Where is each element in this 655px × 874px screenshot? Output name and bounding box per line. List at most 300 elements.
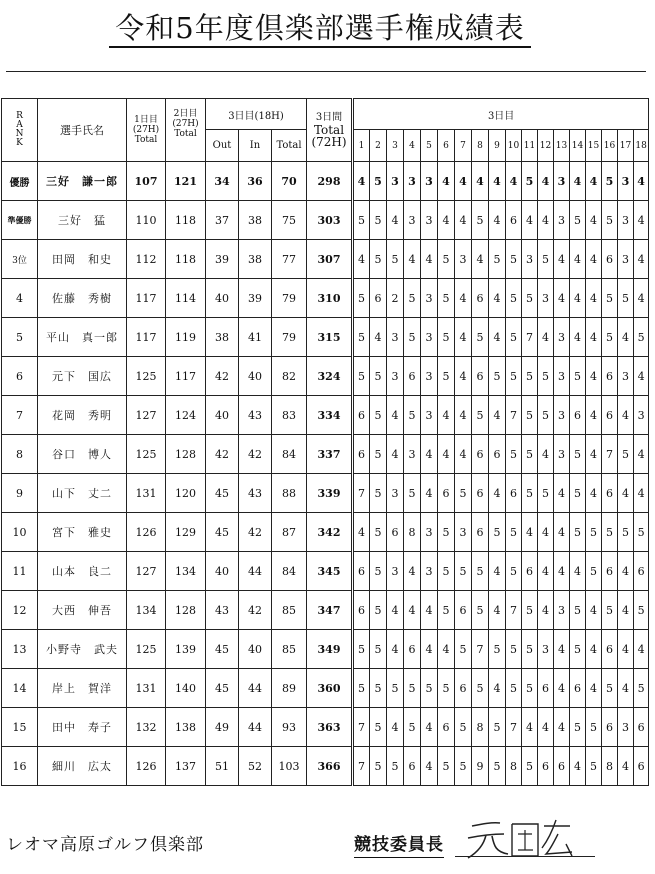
hole-score: 6: [404, 747, 421, 786]
rank-cell: 11: [2, 552, 38, 591]
hole-score: 4: [353, 162, 370, 201]
hole-score: 4: [538, 591, 554, 630]
rank-cell: 7: [2, 396, 38, 435]
three-day-total: 347: [307, 591, 353, 630]
hole-score: 6: [602, 474, 618, 513]
hole-score: 5: [506, 513, 522, 552]
hole-score: 5: [570, 513, 586, 552]
hole-score: 5: [370, 396, 387, 435]
hole-score: 4: [421, 240, 438, 279]
day3-total: 70: [272, 162, 307, 201]
hole-score: 5: [438, 513, 455, 552]
day2-header-line1: 2日目: [173, 109, 198, 119]
hole-score: 5: [370, 474, 387, 513]
hole-score: 5: [506, 357, 522, 396]
table-row: [2, 708, 649, 747]
hole-score: 3: [554, 435, 570, 474]
hole-score: 6: [634, 552, 649, 591]
hole-score: 4: [538, 162, 554, 201]
hole-score: 3: [634, 396, 649, 435]
hole-score: 4: [387, 708, 404, 747]
hole-header: 6: [438, 130, 455, 162]
hole-score: 4: [421, 708, 438, 747]
hole-score: 4: [634, 357, 649, 396]
hole-score: 4: [489, 474, 506, 513]
day2-total: 120: [166, 474, 206, 513]
hole-score: 5: [522, 747, 538, 786]
hole-score: 5: [438, 240, 455, 279]
hole-score: 5: [404, 396, 421, 435]
rank-cell: 9: [2, 474, 38, 513]
hole-score: 5: [570, 474, 586, 513]
results-table: [1, 98, 649, 786]
day2-total: 118: [166, 201, 206, 240]
hole-score: 4: [554, 474, 570, 513]
hole-score: 6: [602, 240, 618, 279]
hole-score: 4: [586, 318, 602, 357]
hole-score: 4: [586, 474, 602, 513]
hole-score: 4: [438, 162, 455, 201]
hole-score: 6: [387, 513, 404, 552]
day1-header-line3: Total: [134, 135, 158, 145]
hole-score: 4: [455, 201, 472, 240]
hole-score: 5: [489, 747, 506, 786]
day2-total: 128: [166, 435, 206, 474]
hole-score: 4: [489, 591, 506, 630]
day3-total: 93: [272, 708, 307, 747]
rank-cell: 13: [2, 630, 38, 669]
hole-score: 5: [455, 747, 472, 786]
rank-cell: 優勝: [2, 162, 38, 201]
hole-score: 5: [522, 669, 538, 708]
hole-header: 17: [618, 130, 634, 162]
hole-score: 5: [570, 591, 586, 630]
day3-out: 40: [206, 396, 239, 435]
hole-score: 4: [538, 513, 554, 552]
hole-header: 10: [506, 130, 522, 162]
chair-signature: [462, 812, 582, 862]
hole-score: 4: [404, 552, 421, 591]
table-row: [2, 513, 649, 552]
hole-score: 3: [554, 162, 570, 201]
hole-score: 6: [438, 474, 455, 513]
rank-cell: 準優勝: [2, 201, 38, 240]
hole-score: 4: [506, 162, 522, 201]
hole-score: 3: [538, 630, 554, 669]
table-row: [2, 162, 649, 201]
hole-score: 5: [353, 279, 370, 318]
hole-score: 5: [522, 591, 538, 630]
hole-score: 5: [506, 552, 522, 591]
hole-score: 4: [370, 318, 387, 357]
day2-total: 140: [166, 669, 206, 708]
three-day-total: 307: [307, 240, 353, 279]
player-name: 細川 広太: [38, 747, 127, 786]
hole-score: 3: [618, 162, 634, 201]
hole-score: 3: [421, 318, 438, 357]
hole-score: 6: [506, 201, 522, 240]
hole-score: 5: [538, 474, 554, 513]
hole-header: 2: [370, 130, 387, 162]
hole-header: 14: [570, 130, 586, 162]
hole-score: 4: [586, 201, 602, 240]
day2-total: 119: [166, 318, 206, 357]
table-row: [2, 435, 649, 474]
day2-total: 129: [166, 513, 206, 552]
name-header: 選手氏名: [38, 99, 127, 162]
day3-in: 52: [239, 747, 272, 786]
table-row: [2, 396, 649, 435]
in-header: In: [239, 130, 272, 162]
three-day-total: 345: [307, 552, 353, 591]
hole-score: 4: [438, 396, 455, 435]
hole-score: 4: [455, 435, 472, 474]
three-day-total: 315: [307, 318, 353, 357]
hole-score: 3: [387, 474, 404, 513]
hole-score: 5: [522, 279, 538, 318]
hole-score: 3: [404, 435, 421, 474]
hole-score: 4: [618, 591, 634, 630]
hole-score: 4: [387, 201, 404, 240]
hole-score: 5: [370, 201, 387, 240]
total-header: Total: [272, 130, 307, 162]
day3-in: 38: [239, 240, 272, 279]
hole-score: 4: [387, 396, 404, 435]
hole-score: 5: [472, 591, 489, 630]
hole-score: 6: [404, 630, 421, 669]
hole-score: 5: [602, 279, 618, 318]
day2-header-line2: (27H): [172, 119, 199, 129]
hole-score: 5: [522, 396, 538, 435]
rank-cell: 8: [2, 435, 38, 474]
hole-header: 3: [387, 130, 404, 162]
hole-score: 4: [472, 240, 489, 279]
day1-total: 125: [127, 630, 166, 669]
hole-score: 4: [634, 279, 649, 318]
day2-total: 128: [166, 591, 206, 630]
day3-in: 42: [239, 591, 272, 630]
hole-score: 5: [472, 669, 489, 708]
hole-score: 4: [404, 591, 421, 630]
hole-score: 4: [634, 630, 649, 669]
hole-score: 5: [602, 162, 618, 201]
hole-score: 4: [404, 240, 421, 279]
day1-header-line2: (27H): [132, 125, 160, 135]
hole-score: 6: [472, 357, 489, 396]
hole-score: 6: [554, 747, 570, 786]
rank-cell: 4: [2, 279, 38, 318]
day1-total: 132: [127, 708, 166, 747]
day1-total: 127: [127, 396, 166, 435]
rank-cell: 15: [2, 708, 38, 747]
hole-score: 5: [522, 162, 538, 201]
hole-score: 5: [506, 435, 522, 474]
hole-score: 6: [353, 435, 370, 474]
hole-score: 5: [489, 513, 506, 552]
hole-header: 16: [602, 130, 618, 162]
rank-cell: 14: [2, 669, 38, 708]
day1-total: 125: [127, 435, 166, 474]
hole-score: 7: [506, 591, 522, 630]
hole-header: 4: [404, 130, 421, 162]
hole-score: 5: [618, 513, 634, 552]
hole-score: 4: [538, 201, 554, 240]
day3-out: 45: [206, 669, 239, 708]
player-name: 元下 国広: [38, 357, 127, 396]
hole-score: 6: [634, 747, 649, 786]
hole-score: 4: [586, 396, 602, 435]
hole-score: 5: [602, 591, 618, 630]
hole-score: 6: [438, 708, 455, 747]
hole-score: 4: [489, 279, 506, 318]
hole-score: 5: [353, 318, 370, 357]
hole-score: 4: [554, 240, 570, 279]
hole-header: 12: [538, 130, 554, 162]
player-name: 大西 伸吾: [38, 591, 127, 630]
hole-score: 4: [353, 240, 370, 279]
player-name: 谷口 博人: [38, 435, 127, 474]
table-row: [2, 474, 649, 513]
day1-total: 131: [127, 669, 166, 708]
hole-score: 3: [421, 162, 438, 201]
hole-score: 5: [472, 318, 489, 357]
hole-score: 4: [634, 240, 649, 279]
hole-score: 5: [570, 357, 586, 396]
three-day-total: 342: [307, 513, 353, 552]
day3-total: 84: [272, 552, 307, 591]
hole-score: 5: [404, 279, 421, 318]
out-header: Out: [206, 130, 239, 162]
hole-score: 4: [538, 552, 554, 591]
day2-total: 121: [166, 162, 206, 201]
hole-score: 7: [522, 318, 538, 357]
hole-score: 4: [421, 630, 438, 669]
day3-holes-header: 3日目: [353, 99, 649, 130]
hole-score: 4: [570, 318, 586, 357]
hole-score: 6: [472, 474, 489, 513]
hole-score: 9: [472, 747, 489, 786]
day1-total: 127: [127, 552, 166, 591]
hole-score: 6: [455, 591, 472, 630]
hole-score: 5: [538, 240, 554, 279]
hole-score: 5: [404, 474, 421, 513]
hole-score: 5: [387, 747, 404, 786]
hole-score: 6: [353, 591, 370, 630]
hole-score: 7: [602, 435, 618, 474]
player-name: 岸上 賀洋: [38, 669, 127, 708]
hole-score: 3: [554, 201, 570, 240]
hole-score: 3: [421, 201, 438, 240]
hole-score: 5: [489, 708, 506, 747]
hole-score: 4: [570, 240, 586, 279]
hole-score: 3: [522, 240, 538, 279]
hole-score: 4: [421, 591, 438, 630]
hole-score: 5: [522, 357, 538, 396]
day1-total: 110: [127, 201, 166, 240]
hole-score: 5: [370, 513, 387, 552]
hole-score: 5: [506, 279, 522, 318]
hole-score: 4: [554, 630, 570, 669]
hole-score: 4: [489, 669, 506, 708]
hole-score: 3: [538, 279, 554, 318]
hole-score: 3: [421, 552, 438, 591]
hole-score: 5: [438, 318, 455, 357]
hole-score: 4: [634, 435, 649, 474]
hole-score: 4: [489, 396, 506, 435]
hole-score: 4: [618, 396, 634, 435]
table-row: [2, 630, 649, 669]
table-header: [2, 99, 649, 162]
hole-score: 5: [455, 552, 472, 591]
hole-score: 6: [404, 357, 421, 396]
hole-score: 4: [455, 279, 472, 318]
day3-in: 41: [239, 318, 272, 357]
day3-in: 40: [239, 630, 272, 669]
day1-total: 117: [127, 318, 166, 357]
day3-total: 103: [272, 747, 307, 786]
day3-out: 45: [206, 474, 239, 513]
day3-total: 77: [272, 240, 307, 279]
hole-score: 4: [455, 318, 472, 357]
table-row: [2, 318, 649, 357]
hole-score: 3: [421, 513, 438, 552]
hole-score: 5: [634, 591, 649, 630]
hole-score: 5: [370, 669, 387, 708]
hole-score: 5: [570, 630, 586, 669]
hole-score: 4: [618, 630, 634, 669]
day3-in: 40: [239, 357, 272, 396]
hole-header: 18: [634, 130, 649, 162]
hole-score: 5: [455, 708, 472, 747]
day2-header: [166, 99, 206, 162]
hole-score: 7: [472, 630, 489, 669]
hole-score: 5: [570, 201, 586, 240]
hole-score: 4: [387, 435, 404, 474]
day3-total: 79: [272, 279, 307, 318]
hole-score: 3: [421, 396, 438, 435]
day3-in: 44: [239, 552, 272, 591]
hole-score: 6: [353, 396, 370, 435]
hole-score: 6: [472, 279, 489, 318]
table-row: [2, 669, 649, 708]
hole-score: 3: [387, 318, 404, 357]
player-name: 佐藤 秀樹: [38, 279, 127, 318]
day3-out: 45: [206, 630, 239, 669]
hole-score: 5: [489, 630, 506, 669]
hole-score: 5: [370, 708, 387, 747]
hole-score: 5: [404, 318, 421, 357]
day3-out: 40: [206, 279, 239, 318]
hole-score: 6: [472, 513, 489, 552]
table-row: [2, 552, 649, 591]
hole-score: 5: [602, 513, 618, 552]
player-name: 三好 謙一郎: [38, 162, 127, 201]
hole-score: 6: [472, 435, 489, 474]
three-day-total: 337: [307, 435, 353, 474]
hole-score: 6: [455, 669, 472, 708]
table-row: [2, 591, 649, 630]
hole-score: 4: [570, 747, 586, 786]
player-name: 山本 良二: [38, 552, 127, 591]
hole-score: 4: [618, 318, 634, 357]
hole-score: 4: [586, 669, 602, 708]
committee-chair: [354, 830, 444, 855]
day3-in: 42: [239, 513, 272, 552]
day3-in: 44: [239, 708, 272, 747]
hole-score: 3: [404, 162, 421, 201]
hole-score: 5: [421, 669, 438, 708]
hole-score: 3: [387, 162, 404, 201]
hole-score: 5: [438, 747, 455, 786]
hole-score: 4: [522, 201, 538, 240]
hole-score: 5: [489, 357, 506, 396]
day3-total: 85: [272, 591, 307, 630]
hole-score: 4: [387, 630, 404, 669]
hole-score: 3: [387, 357, 404, 396]
hole-score: 5: [602, 318, 618, 357]
hole-score: 4: [618, 669, 634, 708]
hole-score: 6: [602, 630, 618, 669]
three-day-total: 349: [307, 630, 353, 669]
hole-score: 6: [538, 747, 554, 786]
hole-score: 4: [586, 357, 602, 396]
hole-score: 5: [522, 630, 538, 669]
hole-score: 5: [353, 357, 370, 396]
hole-score: 6: [602, 357, 618, 396]
hole-score: 4: [586, 630, 602, 669]
hole-score: 4: [421, 435, 438, 474]
rank-header: R A N K: [2, 99, 38, 162]
day3-total: 85: [272, 630, 307, 669]
hole-score: 5: [489, 240, 506, 279]
hole-score: 3: [618, 201, 634, 240]
hole-score: 4: [421, 474, 438, 513]
hole-score: 8: [506, 747, 522, 786]
hole-score: 5: [506, 240, 522, 279]
hole-score: 4: [538, 435, 554, 474]
hole-score: 3: [404, 201, 421, 240]
hole-header: 15: [586, 130, 602, 162]
hole-score: 4: [538, 318, 554, 357]
hole-score: 4: [472, 162, 489, 201]
rank-cell: 6: [2, 357, 38, 396]
day3-out: 49: [206, 708, 239, 747]
hole-score: 4: [586, 162, 602, 201]
day2-total: 139: [166, 630, 206, 669]
day3-out: 43: [206, 591, 239, 630]
hole-score: 4: [438, 630, 455, 669]
hole-score: 3: [421, 279, 438, 318]
table-row: [2, 279, 649, 318]
hole-score: 5: [370, 240, 387, 279]
hole-score: 5: [618, 279, 634, 318]
hole-score: 5: [438, 552, 455, 591]
hole-score: 4: [586, 279, 602, 318]
three-day-total: 334: [307, 396, 353, 435]
three-day-total: 298: [307, 162, 353, 201]
hole-score: 6: [353, 552, 370, 591]
hole-score: 4: [618, 747, 634, 786]
day1-header: [127, 99, 166, 162]
day3-in: 44: [239, 669, 272, 708]
hole-score: 5: [455, 474, 472, 513]
total3-header-line1: 3日間: [315, 112, 343, 123]
hole-score: 4: [522, 708, 538, 747]
hole-score: 5: [586, 747, 602, 786]
hole-score: 3: [554, 591, 570, 630]
hole-score: 4: [634, 201, 649, 240]
hole-score: 4: [522, 513, 538, 552]
